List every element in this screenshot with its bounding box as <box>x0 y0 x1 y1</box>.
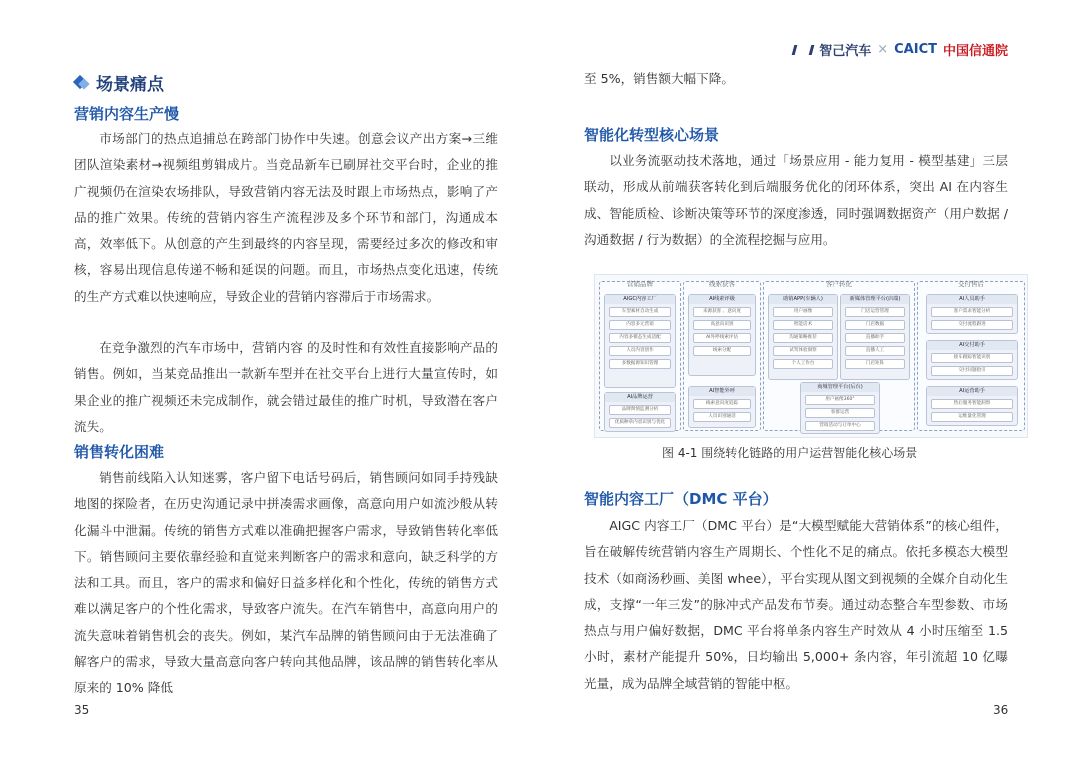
heading-marketing: 营销内容生产慢 <box>74 105 180 123</box>
diagram-item: 用户画像360° <box>805 395 875 405</box>
zhiji-logo-icon <box>792 45 815 55</box>
diagram-item: 门店矩阵 <box>845 359 905 369</box>
group-mall-platform <box>800 382 880 434</box>
group-ai-operation-assistant <box>926 386 1018 426</box>
group-ai-delivery-assistant <box>926 340 1018 380</box>
group-title: AIGC内容工厂 <box>605 295 675 304</box>
column-header: 线索获客 <box>709 280 735 288</box>
diagram-item: 售后服务智能洞察 <box>931 399 1013 409</box>
group-title: 新媒体管理平台(店端) <box>841 295 909 304</box>
brand-caict: CAICT <box>894 42 937 57</box>
group-aigc-content-factory <box>604 294 676 388</box>
diagram-item: 车型素材自动生成 <box>609 307 671 317</box>
group-title: 助销APP(车辆人) <box>769 295 837 304</box>
column-lead-acquisition <box>683 281 761 431</box>
diagram-item: 高意向识别 <box>693 320 751 330</box>
brand-logo <box>793 40 1008 59</box>
diagram-item: 交付问题指引 <box>931 366 1013 376</box>
group-ai-smart-call <box>688 386 756 428</box>
group-store-media-platform <box>840 294 910 380</box>
diagram-item: 个人工作台 <box>773 359 833 369</box>
column-header: 交付售后 <box>958 280 984 288</box>
group-title: AI智能外呼 <box>689 387 755 396</box>
column-header: 营销品牌 <box>627 280 653 288</box>
page-number-left: 35 <box>74 703 90 717</box>
paragraph-core: 以业务流驱动技术落地，通过「场景应用 - 能力复用 - 模型基建」三层联动，形成从前端获客转化到后端服务优化的闭环体系，突出 AI 在内容生成、智能质检、诊断决策等环节的深度渗透，同时强调数据资产（用户数据 / 沟通数据 / 行为数据）的全流程挖掘与应用。 <box>584 153 1008 247</box>
group-title: AI运营助手 <box>927 387 1017 396</box>
diamond-bullet-icon <box>74 76 88 90</box>
diagram-item: 门店运营管理 <box>845 307 905 317</box>
group-ai-staff-assistant <box>926 294 1018 334</box>
diagram-item: 营销活动与订单中心 <box>805 421 875 431</box>
diagram-item: 用户画像 <box>773 307 833 317</box>
figure-caption: 图 4-1 围绕转化链路的用户运营智能化核心场景 <box>662 446 918 460</box>
diagram-item: 来源获客 、意向度 <box>693 307 751 317</box>
group-title: AI人员助手 <box>927 295 1017 304</box>
brand-caict-cn: 中国信通院 <box>942 44 1008 59</box>
heading-sales: 销售转化困难 <box>74 443 165 461</box>
paragraph-sales: 销售前线陷入认知迷雾，客户留下电话号码后，销售顾问如同手持残缺地图的探险者，在历史沟通记录中拼凑需求画像，高意向用户如流沙般从转化漏斗中泄漏。传统的销售方式难以准确把握客户需求，导致销售转化率低下。销售顾问主要依靠经验和直觉来判断客户的需求和意向，缺乏科学的方法和工具。而且，客户的需求和偏好日益多样化和个性化，传统的销售方式难以满足客户的个性化需求，导致客户流失。在汽车销售中，高意向用户的流失意味着销售机会的丧失。例如，某汽车品牌的销售顾问由于无法准确了解客户的需求，导致大量高意向客户转向其他品牌，该品牌的销售转化率从原来的 10% 降低 <box>74 470 498 696</box>
diagram-item: 客群运营 <box>805 408 875 418</box>
diagram-item: 多数据源知识管理 <box>609 359 671 369</box>
diagram-item: 直播人工 <box>845 346 905 356</box>
group-ai-lead-rating <box>688 294 756 376</box>
column-marketing-brand <box>599 281 681 431</box>
page-number-right: 36 <box>993 703 1009 717</box>
diagram-item: 接车跟踪智能识别 <box>931 353 1013 363</box>
group-title: AI品牌运营 <box>605 393 675 402</box>
diagram-item: 品牌舆情监测分析 <box>609 405 671 415</box>
paragraph-continuation: 至 5%，销售额大幅下降。 <box>584 71 734 86</box>
diagram-item: 直播助手 <box>845 333 905 343</box>
diagram-item: 人员识别通话 <box>693 412 751 422</box>
diagram-item: 试驾体验洞察 <box>773 346 833 356</box>
heading-dmc-platform: 智能内容工厂（DMC 平台） <box>584 490 778 508</box>
group-title: AI线索评级 <box>689 295 755 304</box>
diagram-item: 交付流程跟进 <box>931 320 1013 330</box>
diagram-item: 内容多模态生成适配 <box>609 333 671 343</box>
column-delivery-aftersales <box>917 281 1025 431</box>
group-title: AI交付助手 <box>927 341 1017 350</box>
diagram-item: 线索意向度追踪 <box>693 399 751 409</box>
paragraph-dmc: AIGC 内容工厂（DMC 平台）是“大模型赋能大营销体系”的核心组件，旨在破解传统营销内容生产周期长、个性化不足的痛点。依托多模态大模型技术（如商汤秒画、美图 whee），平台实现从图文到视频的全媒介自动化生成，支撑“一年三发”的脉冲式产品发布节奏。通过动态整合车型参数、市场热点与用户偏好数据，DMC 平台将单条内容生产时效从 4 小时压缩至 1.5 小时，素材产能提升 50%，日均输出 5,000+ 条内容，年引流超 10 亿曝光量，成为品牌全域营销的智能中枢。 <box>584 518 1008 691</box>
diagram-item: 智能话术 <box>773 320 833 330</box>
diagram-item: 门店数据 <box>845 320 905 330</box>
diagram-item: 运维量化管理 <box>931 412 1013 422</box>
figure-4-1-diagram <box>594 274 1028 438</box>
section-title-text: 场景痛点 <box>96 75 164 95</box>
column-header: 客户转化 <box>826 280 852 288</box>
diagram-item: 线索分配 <box>693 346 751 356</box>
group-sales-app <box>768 294 838 380</box>
diagram-item: 沟通策略推荐 <box>773 333 833 343</box>
brand-zhiji: 智己汽车 <box>819 44 872 59</box>
paragraph-marketing-2: 在竞争激烈的汽车市场中，营销内容 的及时性和有效性直接影响产品的销售。例如，当某竞品推出一款新车型并在社交平台上进行大量宣传时，如果企业的推广视频还未完成制作，就会错过最佳的推广时机，导致潜在客户流失。 <box>74 340 498 434</box>
group-title: 商城管理平台(后台) <box>801 383 879 392</box>
heading-core-scenarios: 智能化转型核心场景 <box>584 126 720 144</box>
diagram-item: 优质种草内容识别与优化 <box>609 418 671 428</box>
paragraph-marketing-1: 市场部门的热点追捕总在跨部门协作中失速。创意会议产出方案→三维团队渲染素材→视频组剪辑成片。当竞品新车已刷屏社交平台时，企业的推广视频仍在渲染农场排队，导致营销内容无法及时跟上市场热点，影响了产品的推广效果。传统的营销内容生产流程涉及多个环节和部门，沟通成本高，效率低下。从创意的产生到最终的内容呈现，需要经过多次的修改和审核，容易出现信息传递不畅和延误的问题。而且，市场热点变化迅速，传统的生产方式难以快速响应，导致企业的营销内容滞后于市场需求。 <box>74 131 498 304</box>
diagram-item: 客户需求智能分析 <box>931 307 1013 317</box>
column-customer-conversion <box>763 281 915 431</box>
section-title <box>74 70 164 95</box>
group-ai-brand-operation <box>604 392 676 432</box>
diagram-item: AI外呼线索评估 <box>693 333 751 343</box>
diagram-item: 内容多元营销 <box>609 320 671 330</box>
brand-cross: × <box>877 42 889 57</box>
diagram-item: 人员内容创作 <box>609 346 671 356</box>
